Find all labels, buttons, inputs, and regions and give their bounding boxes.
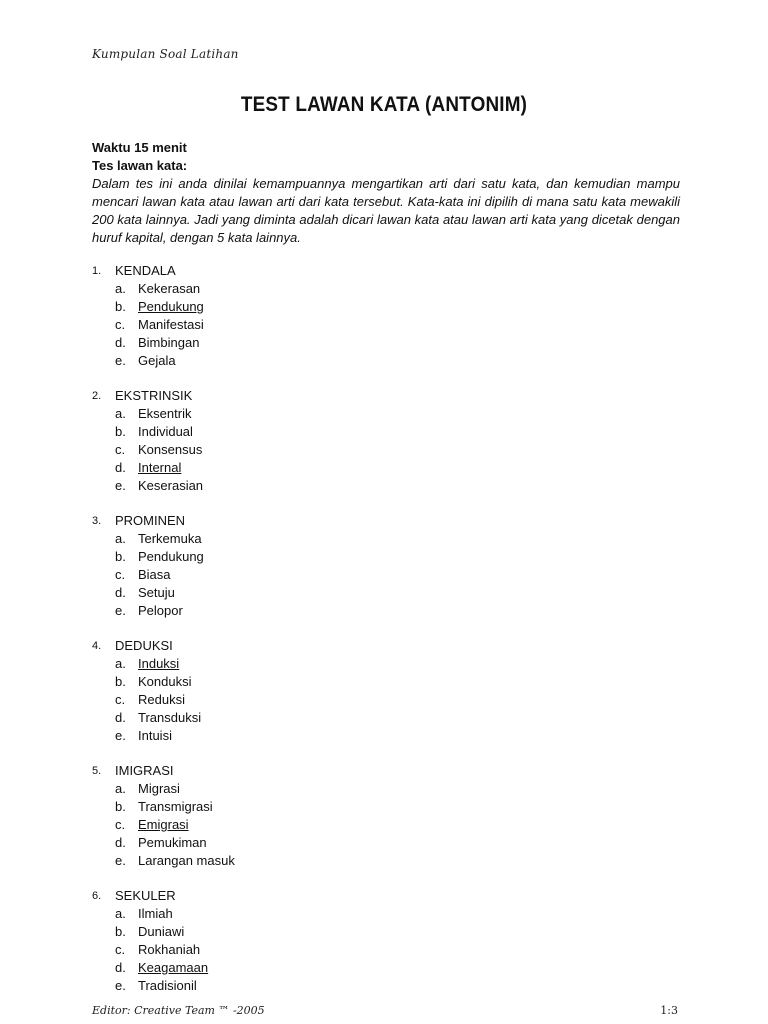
option-e bbox=[92, 852, 692, 870]
option-letter: e. bbox=[115, 353, 126, 368]
question-word: DEDUKSI bbox=[115, 638, 173, 653]
question-2 bbox=[92, 387, 692, 495]
option-letter: b. bbox=[115, 799, 126, 814]
option-letter: b. bbox=[115, 674, 126, 689]
question-number: 6. bbox=[92, 890, 102, 902]
option-text: Duniawi bbox=[138, 924, 185, 939]
option-c bbox=[92, 566, 692, 584]
option-text: Setuju bbox=[138, 585, 175, 600]
footer-editor: Editor: Creative Team ™ -2005 bbox=[92, 1004, 265, 1017]
question-1 bbox=[92, 262, 692, 370]
option-a bbox=[92, 780, 692, 798]
option-text: Transmigrasi bbox=[138, 799, 213, 814]
option-letter: a. bbox=[115, 656, 126, 671]
option-e bbox=[92, 602, 692, 620]
option-letter: c. bbox=[115, 942, 126, 957]
option-letter: c. bbox=[115, 567, 126, 582]
question-heading bbox=[92, 512, 692, 530]
option-text: Ilmiah bbox=[138, 906, 173, 921]
option-letter: e. bbox=[115, 603, 126, 618]
option-c bbox=[92, 691, 692, 709]
option-b bbox=[92, 423, 692, 441]
option-e bbox=[92, 477, 692, 495]
option-a bbox=[92, 655, 692, 673]
option-letter: c. bbox=[115, 442, 126, 457]
option-letter: d. bbox=[115, 710, 126, 725]
option-letter: a. bbox=[115, 531, 126, 546]
option-letter: d. bbox=[115, 835, 126, 850]
option-e bbox=[92, 977, 692, 995]
option-e bbox=[92, 727, 692, 745]
option-letter: e. bbox=[115, 728, 126, 743]
question-number: 5. bbox=[92, 765, 102, 777]
option-text: Kekerasan bbox=[138, 281, 201, 296]
option-d bbox=[92, 834, 692, 852]
option-letter: b. bbox=[115, 924, 126, 939]
option-text: Pelopor bbox=[138, 603, 183, 618]
option-a bbox=[92, 280, 692, 298]
option-c bbox=[92, 441, 692, 459]
option-letter: b. bbox=[115, 299, 126, 314]
option-b bbox=[92, 798, 692, 816]
option-d bbox=[92, 959, 692, 977]
option-text-answer: Induksi bbox=[138, 656, 180, 671]
option-d bbox=[92, 584, 692, 602]
option-letter: d. bbox=[115, 460, 126, 475]
option-text-answer: Pendukung bbox=[138, 299, 204, 314]
question-word: SEKULER bbox=[115, 888, 176, 903]
option-text: Pemukiman bbox=[138, 835, 207, 850]
option-c bbox=[92, 816, 692, 834]
option-text: Transduksi bbox=[138, 710, 202, 725]
option-letter: e. bbox=[115, 978, 126, 993]
option-text: Konsensus bbox=[138, 442, 203, 457]
footer-page-number: 1:3 bbox=[660, 1004, 678, 1017]
option-text: Tradisionil bbox=[138, 978, 197, 993]
option-text-answer: Keagamaan bbox=[138, 960, 209, 975]
option-letter: c. bbox=[115, 817, 126, 832]
option-letter: a. bbox=[115, 906, 126, 921]
option-e bbox=[92, 352, 692, 370]
option-a bbox=[92, 405, 692, 423]
question-number: 1. bbox=[92, 265, 102, 277]
question-heading bbox=[92, 262, 692, 280]
option-text: Rokhaniah bbox=[138, 942, 201, 957]
question-number: 4. bbox=[92, 640, 102, 652]
option-b bbox=[92, 298, 692, 316]
option-text: Manifestasi bbox=[138, 317, 204, 332]
option-letter: a. bbox=[115, 281, 126, 296]
time-limit: Waktu 15 menit bbox=[92, 140, 187, 155]
option-text: Migrasi bbox=[138, 781, 180, 796]
question-number: 2. bbox=[92, 390, 102, 402]
option-letter: a. bbox=[115, 406, 126, 421]
option-letter: e. bbox=[115, 478, 126, 493]
option-b bbox=[92, 673, 692, 691]
question-heading bbox=[92, 887, 692, 905]
option-text: Pendukung bbox=[138, 549, 204, 564]
question-heading bbox=[92, 387, 692, 405]
question-word: KENDALA bbox=[115, 263, 176, 278]
question-list bbox=[92, 262, 692, 1012]
option-letter: d. bbox=[115, 335, 126, 350]
question-heading bbox=[92, 637, 692, 655]
option-letter: e. bbox=[115, 853, 126, 868]
option-a bbox=[92, 530, 692, 548]
option-letter: b. bbox=[115, 549, 126, 564]
question-word: PROMINEN bbox=[115, 513, 186, 528]
question-4 bbox=[92, 637, 692, 745]
option-c bbox=[92, 316, 692, 334]
question-heading bbox=[92, 762, 692, 780]
test-type-label: Tes lawan kata: bbox=[92, 158, 188, 173]
option-letter: a. bbox=[115, 781, 126, 796]
option-letter: b. bbox=[115, 424, 126, 439]
option-text: Konduksi bbox=[138, 674, 192, 689]
instructions-paragraph: Dalam tes ini anda dinilai kemampuannya mengartikan arti dari satu kata, dan kemudian mampu mencari lawan kata atau lawan arti dari kata tersebut. Kata-kata ini dipilih di mana satu kata mewakili 200 kata lainnya. Jadi yang diminta adalah dicari lawan kata atau lawan arti kata yang dicetak dengan huruf kapital, dengan 5 kata lainnya. bbox=[92, 176, 680, 245]
option-a bbox=[92, 905, 692, 923]
option-c bbox=[92, 941, 692, 959]
option-letter: d. bbox=[115, 585, 126, 600]
page-title: TEST LAWAN KATA (ANTONIM) bbox=[240, 93, 528, 116]
option-text: Larangan masuk bbox=[138, 853, 235, 868]
option-d bbox=[92, 709, 692, 727]
option-letter: c. bbox=[115, 317, 126, 332]
option-text: Reduksi bbox=[138, 692, 185, 707]
option-b bbox=[92, 548, 692, 566]
option-d bbox=[92, 459, 692, 477]
option-text: Eksentrik bbox=[138, 406, 192, 421]
option-letter: c. bbox=[115, 692, 126, 707]
question-number: 3. bbox=[92, 515, 102, 527]
option-text: Keserasian bbox=[138, 478, 204, 493]
option-text: Individual bbox=[138, 424, 193, 439]
option-text: Biasa bbox=[138, 567, 171, 582]
question-5 bbox=[92, 762, 692, 870]
question-word: IMIGRASI bbox=[115, 763, 174, 778]
option-text: Terkemuka bbox=[138, 531, 202, 546]
option-text-answer: Internal bbox=[138, 460, 182, 475]
question-3 bbox=[92, 512, 692, 620]
option-text-answer: Emigrasi bbox=[138, 817, 189, 832]
question-word: EKSTRINSIK bbox=[115, 388, 193, 403]
header-script-title: Kumpulan Soal Latihan bbox=[92, 47, 239, 61]
option-text: Bimbingan bbox=[138, 335, 200, 350]
option-d bbox=[92, 334, 692, 352]
option-letter: d. bbox=[115, 960, 126, 975]
question-6 bbox=[92, 887, 692, 995]
option-text: Intuisi bbox=[138, 728, 172, 743]
option-text: Gejala bbox=[138, 353, 176, 368]
option-b bbox=[92, 923, 692, 941]
